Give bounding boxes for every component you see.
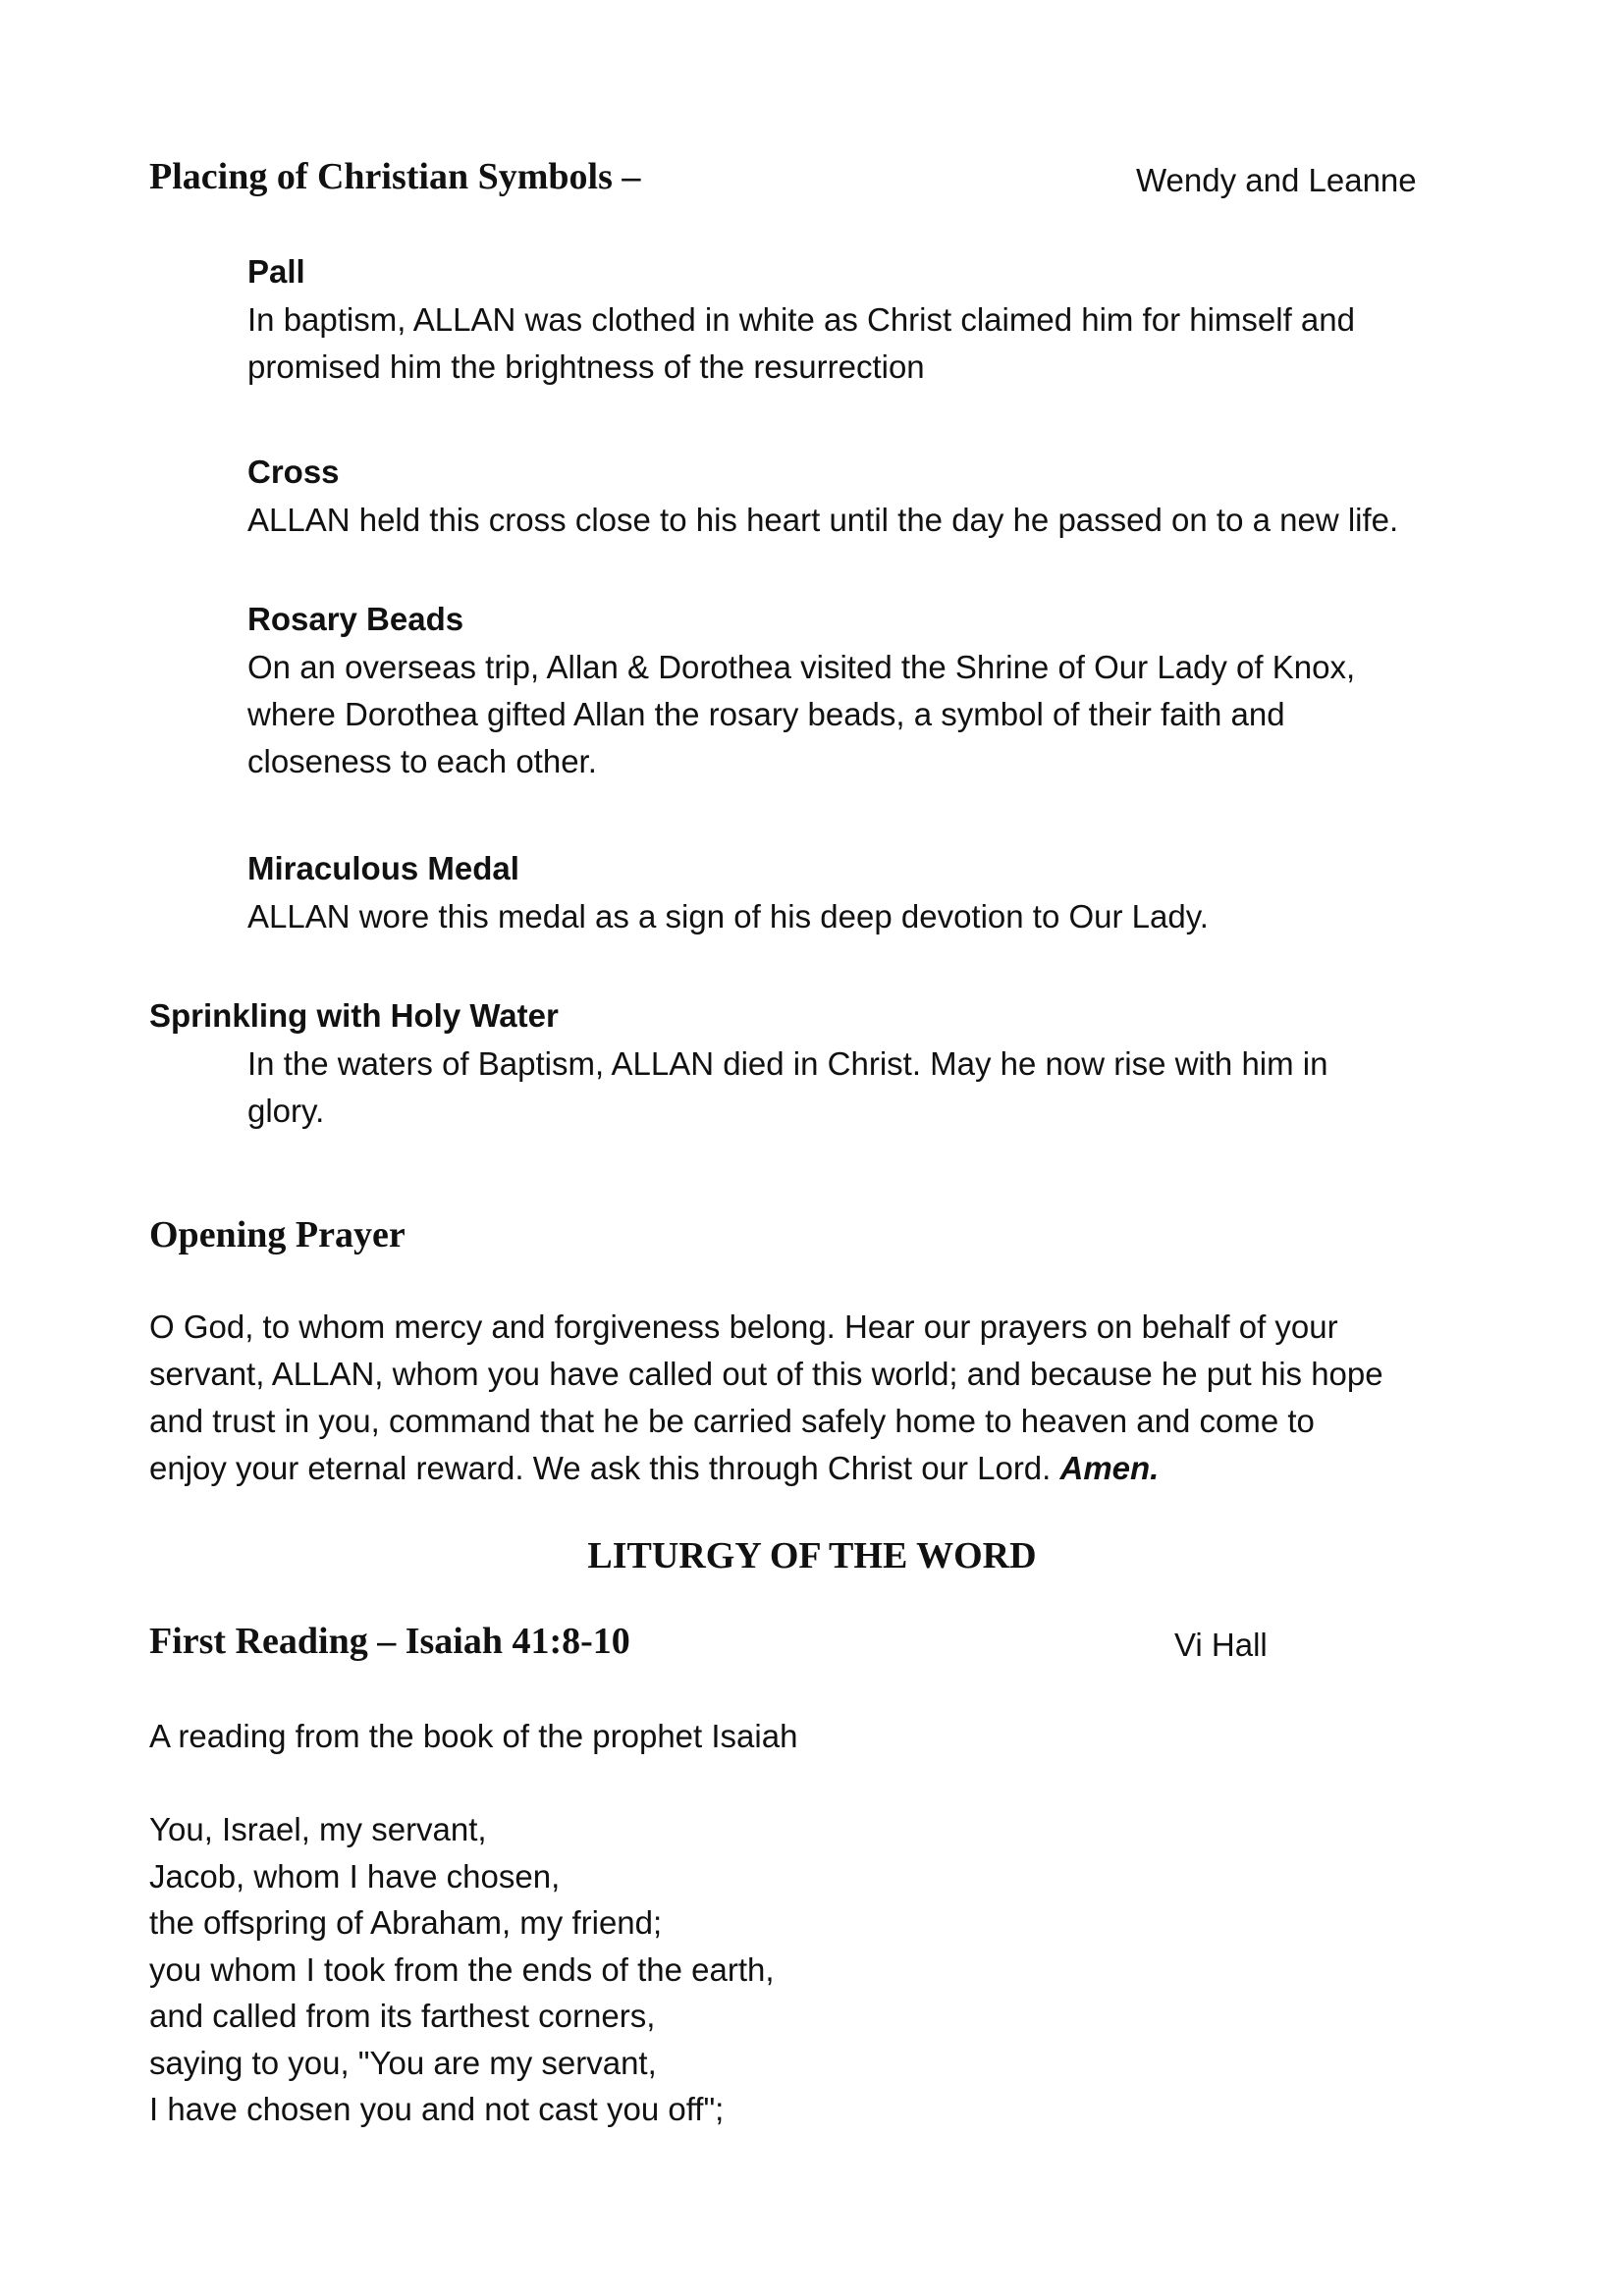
sprinkling-title: Sprinkling with Holy Water [149, 997, 559, 1034]
verse-line: I have chosen you and not cast you off"; [149, 2091, 725, 2127]
verse-line: Jacob, whom I have chosen, [149, 1857, 561, 1895]
sprinkling-text: In the waters of Baptism, ALLAN died in Christ. May he now rise with him in glory. [247, 1045, 1328, 1129]
verse-line: and called from its farthest corners, [149, 1998, 656, 2034]
symbol-title-cross: Cross [247, 454, 340, 490]
first-reading-heading: First Reading – Isaiah 41:8-10 [149, 1621, 630, 1662]
section-heading-symbols: Placing of Christian Symbols – [149, 156, 641, 197]
verse-line: the offspring of Abraham, my friend; [149, 1904, 663, 1941]
verse-line: saying to you, "You are my servant, [149, 2044, 657, 2081]
symbol-text-cross: ALLAN held this cross close to his heart until the day he passed on to a new life. [247, 502, 1399, 538]
first-reading-reader: Vi Hall [1174, 1627, 1268, 1663]
verse-line: You, Israel, my servant, [149, 1811, 487, 1847]
symbol-title-rosary-beads: Rosary Beads [247, 601, 464, 637]
verse-line: you whom I took from the ends of the earth, [149, 1950, 775, 1988]
symbols-readers: Wendy and Leanne [1136, 162, 1417, 198]
symbol-text-miraculous-medal: ALLAN wore this medal as a sign of his deep devotion to Our Lady. [247, 898, 1209, 934]
symbol-title-miraculous-medal: Miraculous Medal [247, 850, 519, 886]
first-reading-verses [149, 1806, 775, 2133]
symbol-text-pall: In baptism, ALLAN was clothed in white as Christ claimed him for himself and promised him the brightness of the resurrection [247, 301, 1355, 385]
symbol-text-rosary-beads: On an overseas trip, Allan & Dorothea visited the Shrine of Our Lady of Knox, where Dorothea gifted Allan the rosary beads, a symbol of their faith and closeness to each other. [247, 649, 1356, 779]
opening-prayer-text: O God, to whom mercy and forgiveness belong. Hear our prayers on behalf of your servant, ALLAN, whom you have called out of this world; and because he put his hope and trust in you, command that he be carried safely home to heaven and come to enjoy your eternal reward. We ask this through Christ our Lord. Amen. [149, 1308, 1383, 1486]
first-reading-intro: A reading from the book of the prophet Isaiah [149, 1718, 798, 1754]
amen-response: Amen. [1059, 1450, 1160, 1486]
liturgy-heading: LITURGY OF THE WORD [587, 1535, 1037, 1576]
opening-prayer-heading: Opening Prayer [149, 1214, 406, 1255]
symbol-title-pall: Pall [247, 253, 305, 290]
